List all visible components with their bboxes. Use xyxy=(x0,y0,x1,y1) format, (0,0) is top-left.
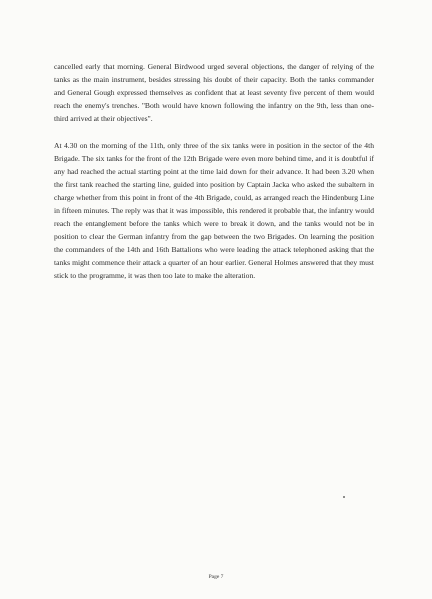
page-number: Page 7 xyxy=(208,574,224,580)
paragraph-1: cancelled early that morning. General Birdwood urged several objections, the danger of relying of the tanks as the main instrument, besides stressing his doubt of their capacity. Both the tanks commander and General Gough expressed themselves as confident that at least seventy five percent of them would reach the enemy's trenches. "Both would have known following the infantry on the 9th, less than one-third arrived at their objectives". xyxy=(54,61,374,123)
paragraph-2: At 4.30 on the morning of the 11th, only three of the six tanks were in position in the sector of the 4th Brigade. The six tanks for the front of the 12th Brigade were even more behind time, and it is doubtful if any had reached the actual starting point at the time laid down for their advance. It had been 3.20 when the first tank reached the starting line, guided into position by Captain Jacka who asked the subaltern in charge whether from this point in front of the 4th Brigade, could, as arranged reach the Hindenburg Line in fifteen minutes. The reply was that it was impossible, this rendered it probable that, the infantry would reach the entanglement before the tanks which were to break it down, and the tanks would not be in position to clear the German infantry from the gap between the two Brigades. On learning the position the commanders of the 14th and 16th Battalions who were leading the attack telephoned asking that the tanks might commence their attack a quarter of an hour earlier. General Holmes answered that they must stick to the programme, it was then too late to make the alteration. xyxy=(54,140,374,280)
scan-speck xyxy=(343,496,345,498)
